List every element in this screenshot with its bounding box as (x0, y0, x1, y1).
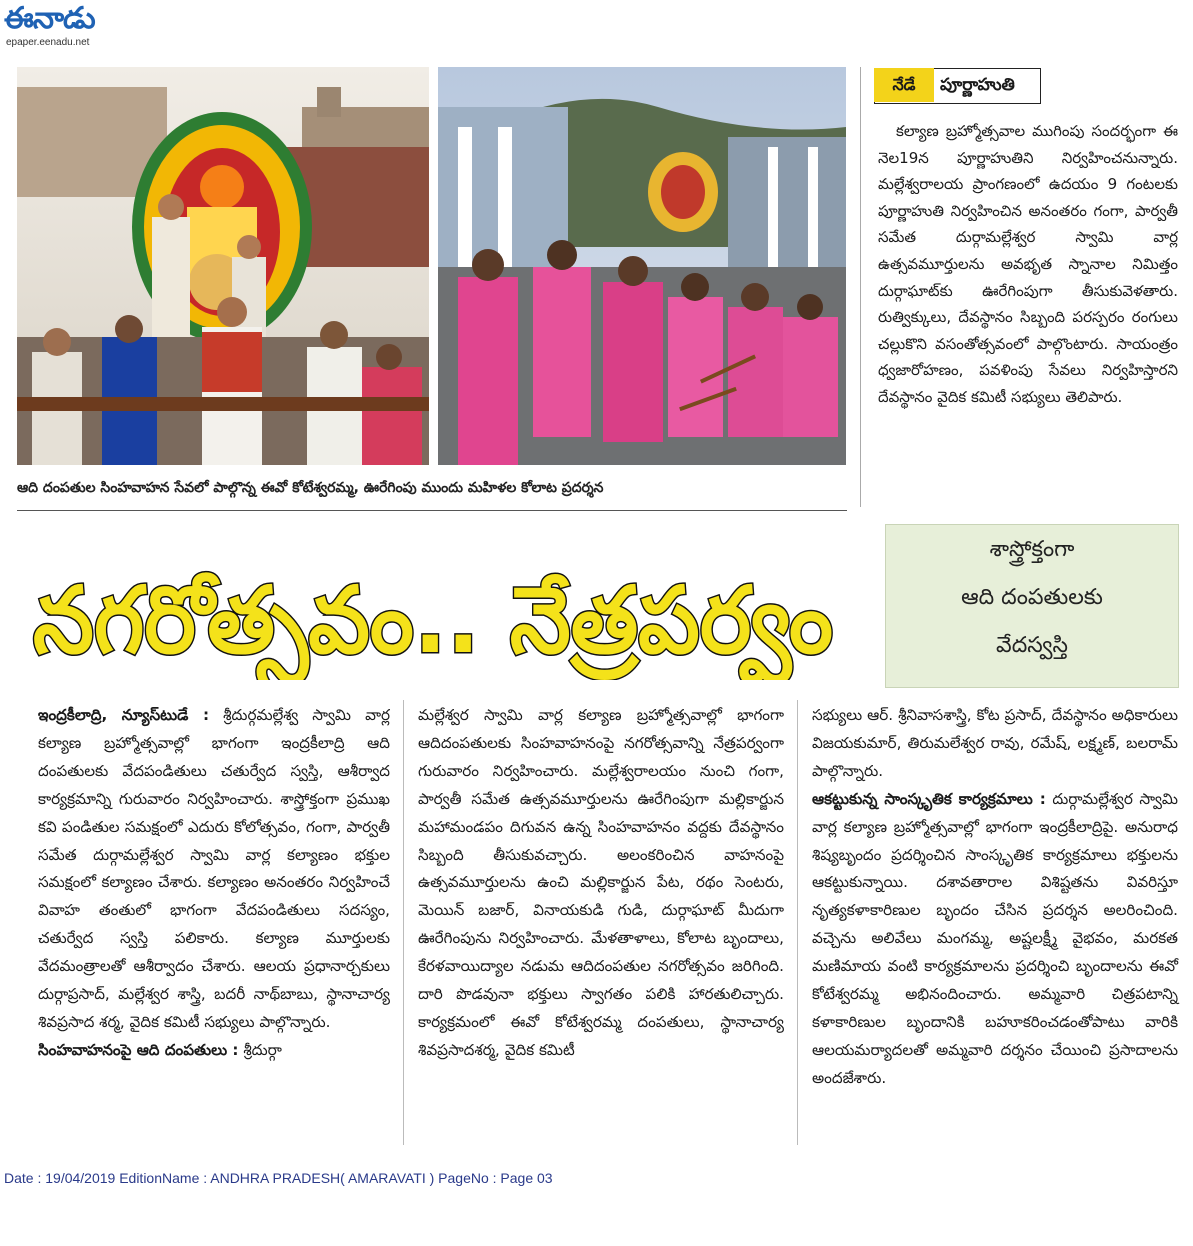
pullquote-line-2: ఆది దంపతులకు (961, 585, 1103, 610)
subhead-simhavahanam: సింహవాహనంపై ఆది దంపతులు : (38, 1040, 239, 1059)
nede-tag: నేడే (874, 68, 934, 102)
edition-footer: Date : 19/04/2019 EditionName : ANDHRA PRADESH( AMARAVATI ) PageNo : Page 03 (4, 1170, 553, 1186)
subhead-cultural: ఆకట్టుకున్న సాంస్కృతిక కార్యక్రమాలు : (812, 789, 1046, 808)
article-paragraph-4: దుర్గామల్లేశ్వర స్వామి వార్ల కల్యాణ బ్రహ్మోత్సవాల్లో భాగంగా ఇంద్రకీలాద్రిపై. అనురాధ శిష్యబృందం ప్రదర్శించిన సాంస్కృతిక కార్యక్రమాలు భక్తులను ఆకట్టుకున్నాయి. దశావతారాల విశిష్టతను వివరిస్తూ నృత్యకళాకారిణుల బృందం చేసిన ప్రదర్శన అలరించింది. వచ్చెను అలివేలు మంగమ్మ, అష్టలక్ష్మీ వైభవం, మరకత మణిమాయ వంటి కార్యక్రమాలను ప్రదర్శించి బృందాలను ఈవో కోటేశ్వరమ్మ అభినందించారు. అమ్మవారి చిత్రపటాన్ని కళాకారిణుల బృందానికి బహూకరించడంతోపాటు వారికి ఆలయమర్యాదలతో అమ్మవారి దర్శనం చేయించి ప్రసాదాలను అందజేశారు. (812, 789, 1178, 1087)
epaper-url: epaper.eenadu.net (6, 37, 90, 48)
pullquote-box (885, 524, 1179, 688)
column-divider-2 (797, 700, 798, 1145)
simhavahana-illustration (17, 67, 429, 465)
photo-caption: ఆది దంపతుల సింహవాహన సేవలో పాల్గొన్న ఈవో కోటేశ్వరమ్మ, ఊరేగింపు ముందు మహిళల కోలాట ప్రదర్శన (17, 480, 604, 496)
article-paragraph-1: శ్రీదుర్గమల్లేశ్వ స్వామి వార్ల కల్యాణ బ్రహ్మోత్సవాల్లో భాగంగా ఇంద్రకీలాద్రి ఆది దంపతులకు వేదపండితులు చతుర్వేద స్వస్తి, ఆశీర్వాద కార్యక్రమాన్ని గురువారం నిర్వహించారు. శాస్త్రోక్తంగా ప్రముఖ కవి పండితుల సమక్షంలో ఎదురు కోలోత్సవం, గంగా, పార్వతీ సమేత దుర్గామల్లేశ్వర స్వామి వార్ల కల్యాణం భక్తుల సమక్షంలో కల్యాణం చేశారు. కల్యాణం అనంతరం నిర్వహించే వివాహ తంతులో భాగంగా వేదపండితులు సదస్యం, చతుర్వేద స్వస్తి పలికారు. కల్యాణ మూర్తులకు వేదమంత్రాలతో ఆశీర్వాదం చేశారు. ఆలయ ప్రధానార్చకులు దుర్గాప్రసాద్, మల్లేశ్వర శాస్త్రి, బదరీ నాథ్‌బాబు, స్థానాచార్య శివప్రసాద శర్మ, వైదిక కమిటీ సభ్యులు పాల్గొన్నారు. (38, 706, 390, 1031)
eenadu-logo[interactable]: ఈనాడు (4, 1, 95, 36)
pullquote-line-1: శాస్త్రోక్తంగా (989, 537, 1075, 562)
headline-svg (25, 540, 855, 680)
article-column-1 (38, 702, 390, 1065)
article-column-2 (418, 702, 784, 1065)
kolatam-illustration (438, 67, 846, 465)
article-column-3 (812, 702, 1178, 1093)
dateline: ఇంద్రకీలాద్రి, న్యూస్‌టుడే : (38, 706, 210, 724)
article-paragraph-2-start: శ్రీదుర్గా (243, 1040, 282, 1059)
article-paragraph-2: మల్లేశ్వర స్వామి వార్ల కల్యాణ బ్రహ్మోత్సవాల్లో భాగంగా ఆదిదంపతులకు సింహవాహనంపై నగరోత్సవాన్ని నేత్రపర్వంగా గురువారం నిర్వహించారు. మల్లేశ్వరాలయం నుంచి గంగా, పార్వతీ సమేత ఉత్సవమూర్తులను ఊరేగింపుగా మల్లికార్జున మహామండపం దిగువన ఉన్న సింహవాహనం వద్దకు దేవస్థానం సిబ్బంది తీసుకువచ్చారు. అలంకరించిన వాహనంపై ఉత్సవమూర్తులను ఉంచి మల్లికార్జున పేట, రథం సెంటరు, మెయిన్ బజార్, వినాయకుడి గుడి, దుర్గాఘాట్ మీదుగా ఊరేగింపును నిర్వహించారు. మేళతాళాలు, కోలాట బృందాలు, కేరళవాయిద్యాల నడుమ ఆదిదంపతుల నగరోత్సవం జరిగింది. దారి పొడవునా భక్తులు స్వాగతం పలికి హారతులిచ్చారు. కార్యక్రమంలో ఈవో కోటేశ్వరమ్మ దంపతులు, స్థానాచార్య శివప్రసాదశర్మ, వైదిక కమిటీ (418, 706, 784, 1059)
pullquote-line-3: వేదస్వస్తి (996, 633, 1068, 658)
column-divider-1 (403, 700, 404, 1145)
simhavahana-photo (17, 67, 429, 465)
headline (25, 540, 855, 680)
headline-text: నగరోత్సవం.. నేత్రపర్వం (33, 567, 855, 674)
kolatam-photo (438, 67, 846, 465)
article-paragraph-3: సభ్యులు ఆర్. శ్రీనివాసశాస్త్రి, కోట ప్రసాద్, దేవస్థానం అధికారులు విజయకుమార్, తిరుమలేశ్వర రావు, రమేష్, లక్ష్మణ్, బలరామ్ పాల్గొన్నారు. (812, 706, 1178, 780)
sidebar-title: పూర్ణాహుతి (940, 75, 1015, 95)
sidebar-body: కల్యాణ బ్రహ్మోత్సవాల ముగింపు సందర్భంగా ఈ నెల19న పూర్ణాహుతిని నిర్వహించనున్నారు. మల్లేశ్వరాలయ ప్రాంగణంలో ఉదయం 9 గంటలకు పూర్ణాహుతి నిర్వహించిన అనంతరం గంగా, పార్వతీ సమేత దుర్గామల్లేశ్వర స్వామి వార్ల ఉత్సవమూర్తులను అవభృత స్నానాల నిమిత్తం దుర్గాఘాట్‌కు ఊరేగింపుగా తీసుకువెళతారు. రుత్విక్కులు, దేవస్థానం సిబ్బంది పరస్పరం రంగులు చల్లుకొని వసంతోత్సవంలో పాల్గొంటారు. సాయంత్రం ధ్వజారోహణం, పవళింపు సేవలు నిర్వహిస్తారని దేవస్థానం వైదిక కమిటీ సభ్యులు తెలిపారు. (878, 122, 1178, 406)
sidebar-divider (860, 67, 861, 507)
caption-divider (17, 510, 847, 511)
